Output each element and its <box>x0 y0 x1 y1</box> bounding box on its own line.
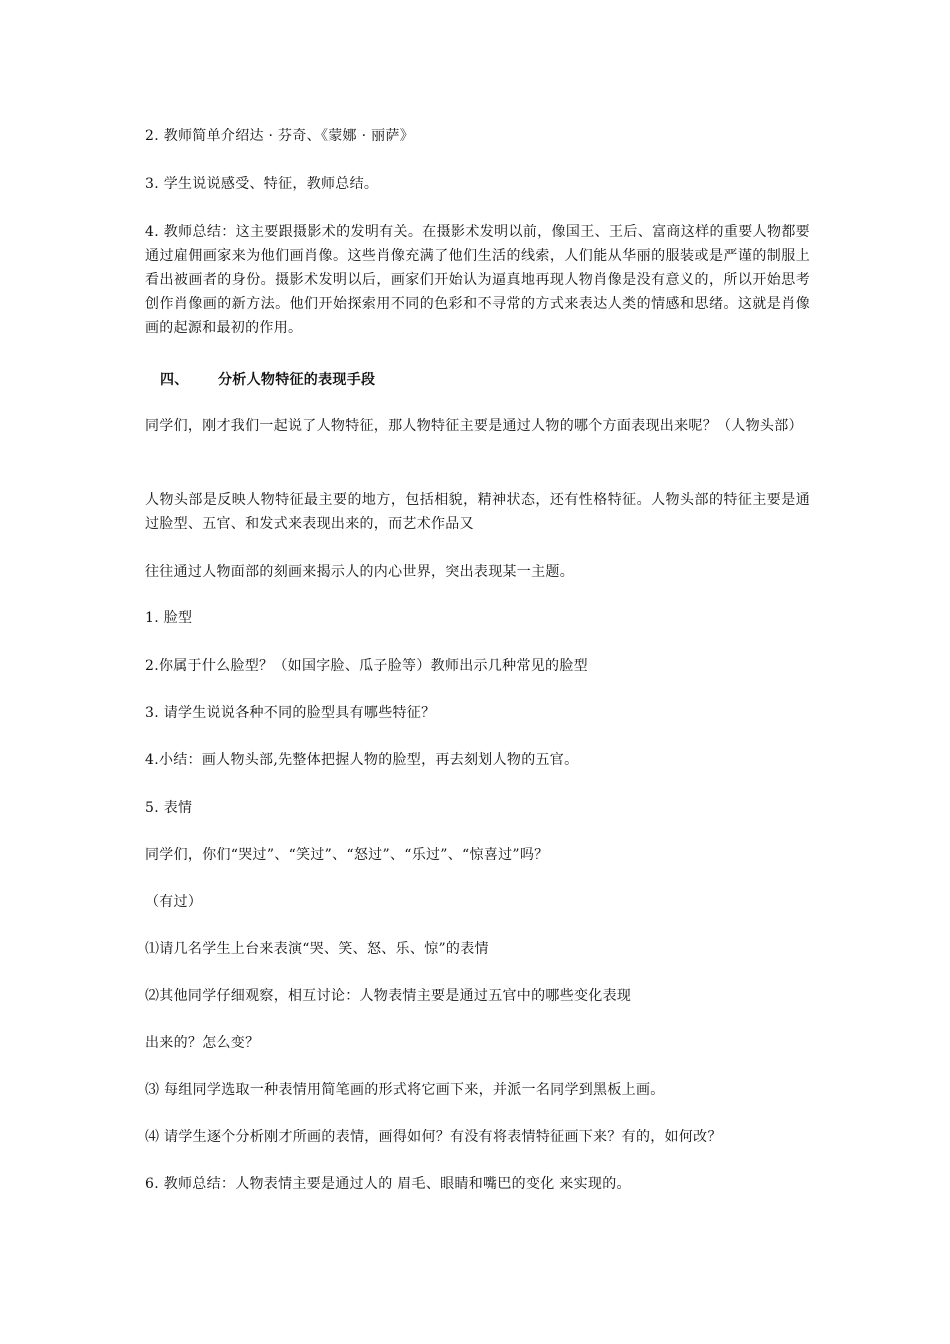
item-face-shape-features: 3. 请学生说说各种不同的脸型具有哪些特征？ <box>145 705 436 721</box>
paragraph-intro-davinci: 2. 教师简单介绍达 · 芬奇、《蒙娜 · 丽萨》 <box>145 128 415 144</box>
step-2-observe: ⑵其他同学仔细观察，相互讨论：人物表情主要是通过五官中的哪些变化表现 <box>145 988 632 1004</box>
paragraph-question-head: 同学们，刚才我们一起说了人物特征，那人物特征主要是通过人物的哪个方面表现出来呢？（人物头部） <box>145 418 803 434</box>
step-3-draw: ⑶ 每组同学选取一种表情用简笔画的形式将它画下来，并派一名同学到黑板上画。 <box>145 1082 665 1098</box>
step-1-perform: ⑴请几名学生上台来表演“哭、笑、怒、乐、惊”的表情 <box>145 941 489 957</box>
item-expression: 5. 表情 <box>145 800 193 816</box>
paragraph-student-feelings: 3. 学生说说感受、特征，教师总结。 <box>145 176 379 192</box>
paragraph-head-features: 人物头部是反映人物特征最主要的地方，包括相貌，精神状态，还有性格特征。人物头部的特征主要是通过脸型、五官、和发式来表现出来的，而艺术作品又 <box>145 492 810 532</box>
item-face-shape: 1. 脸型 <box>145 610 193 626</box>
paragraph-final-summary: 6. 教师总结：人物表情主要是通过人的 眉毛、眼睛和嘴巴的变化 来实现的。 <box>145 1176 631 1192</box>
item-summary-face: 4.小结：画人物头部,先整体把握人物的脸型，再去刻划人物的五官。 <box>145 752 579 768</box>
item-which-face-shape: 2.你属于什么脸型？（如国字脸、瓜子脸等）教师出示几种常见的脸型 <box>145 658 588 674</box>
step-2-continued: 出来的？怎么变？ <box>145 1035 260 1051</box>
paragraph-expression-question: 同学们，你们“哭过”、“笑过”、“怒过”、“乐过”、“惊喜过”吗？ <box>145 847 549 863</box>
section-number: 四、 <box>160 372 189 388</box>
section-heading <box>160 368 825 392</box>
paragraph-answer: （有过） <box>145 894 203 910</box>
section-title: 分析人物特征的表现手段 <box>218 372 376 388</box>
paragraph-teacher-summary: 4. 教师总结：这主要跟摄影术的发明有关。在摄影术发明以前，像国王、王后、富商这样的重要人物都要通过雇佣画家来为他们画肖像。这些肖像充满了他们生活的线索，人们能从华丽的服装或是严谨的制服上看出被画者的身份。摄影术发明以后，画家们开始认为逼真地再现人物肖像是没有意义的，所以开始思考创作肖像画的新方法。他们开始探索用不同的色彩和不寻常的方式来表达人类的情感和思绪。这就是肖像画的起源和最初的作用。 <box>145 224 810 336</box>
step-4-analyze: ⑷ 请学生逐个分析刚才所画的表情，画得如何？有没有将表情特征画下来？有的，如何改？ <box>145 1129 722 1145</box>
paragraph-inner-world: 往往通过人物面部的刻画来揭示人的内心世界，突出表现某一主题。 <box>145 564 574 580</box>
